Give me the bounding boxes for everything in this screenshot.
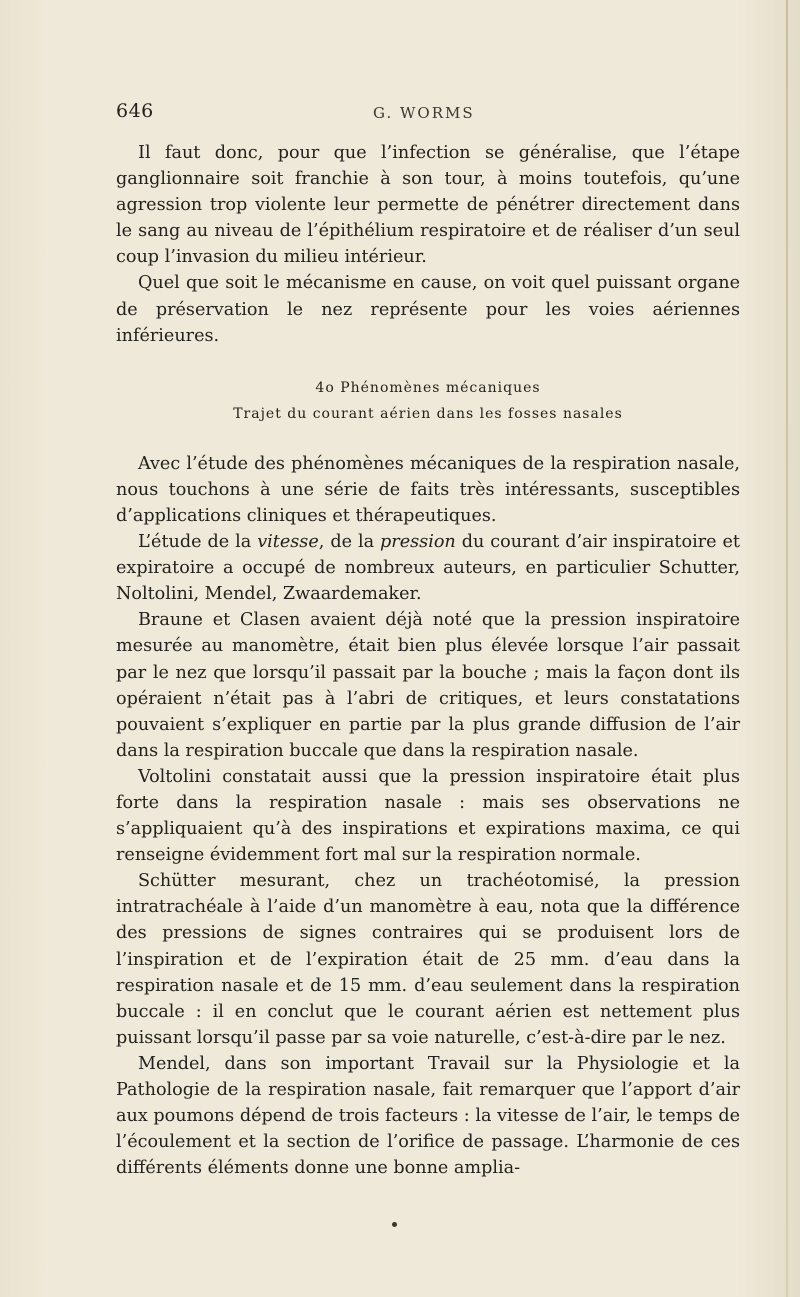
paragraph-4-text-a: L’étude de la bbox=[138, 532, 258, 553]
paragraph-2: Quel que soit le mécanisme en cause, on voit quel puissant organe de préservation le nez représente pour les voies aériennes inférieures. bbox=[116, 273, 740, 346]
body-text bbox=[116, 140, 740, 1181]
paragraph-3: Avec l’étude des phénomènes mécaniques de la respiration nasale, nous touchons à une série de faits très intéressants, susceptibles d’applications cliniques et thérapeutiques. bbox=[116, 453, 740, 526]
page-header bbox=[116, 100, 740, 128]
page-edge-line bbox=[786, 0, 788, 1297]
section-heading: 4o Phénomènes mécaniques bbox=[315, 379, 541, 396]
page-number: 646 bbox=[116, 100, 154, 122]
running-head: G. WORMS bbox=[373, 104, 475, 122]
section-subheading: Trajet du courant aérien dans les fosses nasales bbox=[233, 405, 623, 422]
paragraph-4-text-b: , de la bbox=[318, 532, 381, 553]
italic-vitesse: vitesse bbox=[257, 532, 319, 553]
paragraph-8: Mendel, dans son important Travail sur la Physiologie et la Pathologie de la respiration nasale, fait remarquer que l’apport d’air aux poumons dépend de trois facteurs : la vitesse de l’air, le temps de l’écoulement et la section de l’orifice de passage. L’harmonie de ces différents éléments donne une bonne amplia- bbox=[116, 1053, 740, 1179]
paragraph-7: Schütter mesurant, chez un trachéotomisé, la pression intratrachéale à l’aide d’un manomètre à eau, nota que la différence des pressions de signes contraires qui se produisent lors de l’inspiration et de l’expiration était de 25 mm. d’eau dans la respiration nasale et de 15 mm. d’eau seulement dans la respiration buccale : il en conclut que le courant aérien est nettement plus puissant lorsqu’il passe par sa voie naturelle, c’est-à-dire par le nez. bbox=[116, 871, 740, 1048]
paragraph-4-text-c: du courant d’air inspiratoire et expiratoire a occupé de nombreux auteurs, en particulier Schutter, Noltolini, Mendel, Zwaardemaker. bbox=[116, 532, 740, 605]
paragraph-1: Il faut donc, pour que l’infection se généralise, que l’étape ganglionnaire soit franchie à son tour, à moins toutefois, qu’une agression trop violente leur permette de pénétrer directement dans le sang au niveau de l’épithélium respiratoire et de réaliser d’un seul coup l’invasion du milieu intérieur. bbox=[116, 143, 740, 268]
paragraph-4 bbox=[116, 529, 740, 607]
italic-pression: pression bbox=[380, 532, 456, 553]
paragraph-5: Braune et Clasen avaient déjà noté que la pression inspiratoire mesurée au manomètre, était bien plus élevée lorsque l’air passait par le nez que lorsqu’il passait par la bouche ; mais la façon dont ils opéraient n’était pas à l’abri de critiques, et leurs constatations pouvaient s’expliquer en partie par la plus grande diffusion de l’air dans la respiration buccale que dans la respiration nasale. bbox=[116, 610, 740, 761]
print-mark-dot bbox=[392, 1222, 397, 1227]
paragraph-6: Voltolini constatait aussi que la pression inspiratoire était plus forte dans la respiration nasale : mais ses observations ne s’appliquaient qu’à des inspirations et expirations maxima, ce qui renseigne évidemment fort mal sur la respiration normale. bbox=[116, 766, 740, 866]
